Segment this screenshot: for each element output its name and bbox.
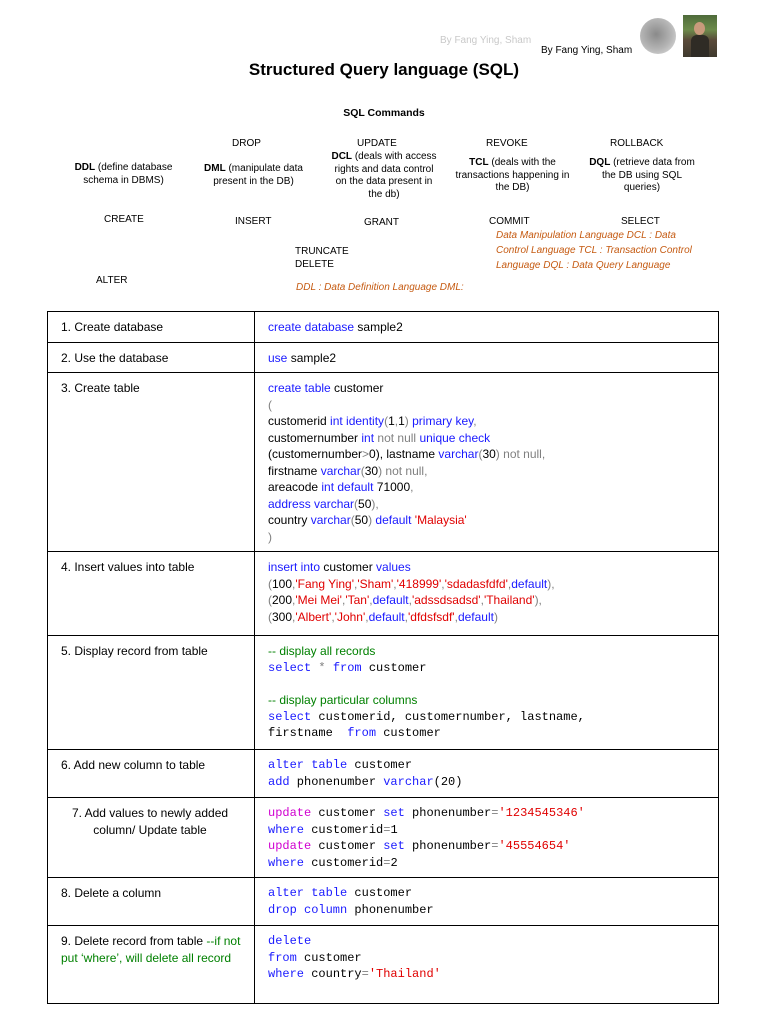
- table-row: [48, 926, 719, 1004]
- cmd-alter: ALTER: [96, 275, 128, 286]
- sql-code: create database sample2: [255, 312, 719, 343]
- sql-code: insert into customer values (100,'Fang Ying','Sham','418999','sdadasfdfd',default), (200,'Mei Mei','Tan',default,'adssdsadsd','Thailand'), (300,'Albert','John',default,'dfdsfsdf',default): [255, 552, 719, 636]
- step-label: 2. Use the database: [48, 342, 255, 373]
- sql-code: use sample2: [255, 342, 719, 373]
- sql-code: update customer set phonenumber='1234545346' where customerid=1 update customer set phonenumber='45554654' where customerid=2: [255, 798, 719, 878]
- cmd-update: UPDATE: [357, 138, 397, 149]
- dql-description: DQL (retrieve data from the DB using SQL queries): [589, 157, 695, 193]
- step-label: 7. Add values to newly added column/ Update table: [48, 798, 255, 878]
- dml-description: DML (manipulate data present in the DB): [204, 163, 303, 187]
- sql-code: -- display all records select * from customer -- display particular columns select customerid, customernumber, lastname, firstname from customer: [255, 636, 719, 750]
- page-title: Structured Query language (SQL): [248, 60, 520, 79]
- table-row: [48, 552, 719, 636]
- step-label: 4. Insert values into table: [48, 552, 255, 636]
- cmd-delete: DELETE: [295, 259, 334, 270]
- cmd-create: CREATE: [104, 214, 144, 225]
- cmd-select: SELECT: [621, 216, 660, 227]
- table-row: [48, 312, 719, 343]
- cmd-insert: INSERT: [235, 216, 272, 227]
- sql-code: create table customer ( customerid int identity(1,1) primary key, customernumber int not null unique check (customernumber>0), lastname varchar(30) not null, firstname varchar(30) not null, areacode int default 71000, address varchar(50), country varchar(50) default 'Malaysia' ): [255, 373, 719, 552]
- avatar-placeholder: [640, 18, 676, 54]
- section-subtitle: SQL Commands: [343, 107, 425, 119]
- cmd-rollback: ROLLBACK: [610, 138, 664, 149]
- sql-code: alter table customer drop column phonenumber: [255, 878, 719, 926]
- cmd-truncate: TRUNCATE: [295, 246, 349, 257]
- abbreviation-note-left: DDL : Data Definition Language DML:: [296, 282, 464, 293]
- cmd-revoke: REVOKE: [486, 138, 528, 149]
- table-row: [48, 636, 719, 750]
- table-row: [48, 750, 719, 798]
- table-row: [48, 798, 719, 878]
- table-row: [48, 342, 719, 373]
- cmd-commit: COMMIT: [489, 216, 530, 227]
- author-name: By Fang Ying, Sham: [541, 45, 633, 56]
- cmd-drop: DROP: [232, 138, 261, 149]
- ddl-description: DDL (define database schema in DBMS): [74, 162, 173, 186]
- table-row: [48, 878, 719, 926]
- dcl-description: DCL (deals with access rights and data control on the data present in the db): [331, 151, 437, 200]
- sql-examples-table: [47, 311, 719, 1004]
- cmd-grant: GRANT: [364, 217, 399, 228]
- avatar: [683, 15, 717, 57]
- step-label: 3. Create table: [48, 373, 255, 552]
- tcl-description: TCL (deals with the transactions happening in the DB): [455, 157, 570, 193]
- step-label: 8. Delete a column: [48, 878, 255, 926]
- sql-code: alter table customer add phonenumber varchar(20): [255, 750, 719, 798]
- step-label: 6. Add new column to table: [48, 750, 255, 798]
- table-row: [48, 373, 719, 552]
- step-label: 5. Display record from table: [48, 636, 255, 750]
- author-watermark: By Fang Ying, Sham: [440, 35, 532, 46]
- step-label: 9. Delete record from table --if not put ‘where’, will delete all record: [48, 926, 255, 1004]
- sql-code: delete from customer where country='Thailand': [255, 926, 719, 1004]
- abbreviation-note-right: Data Manipulation Language DCL : Data Control Language TCL : Transaction Control Language DQL : Data Query Language: [496, 230, 692, 271]
- step-label: 1. Create database: [48, 312, 255, 343]
